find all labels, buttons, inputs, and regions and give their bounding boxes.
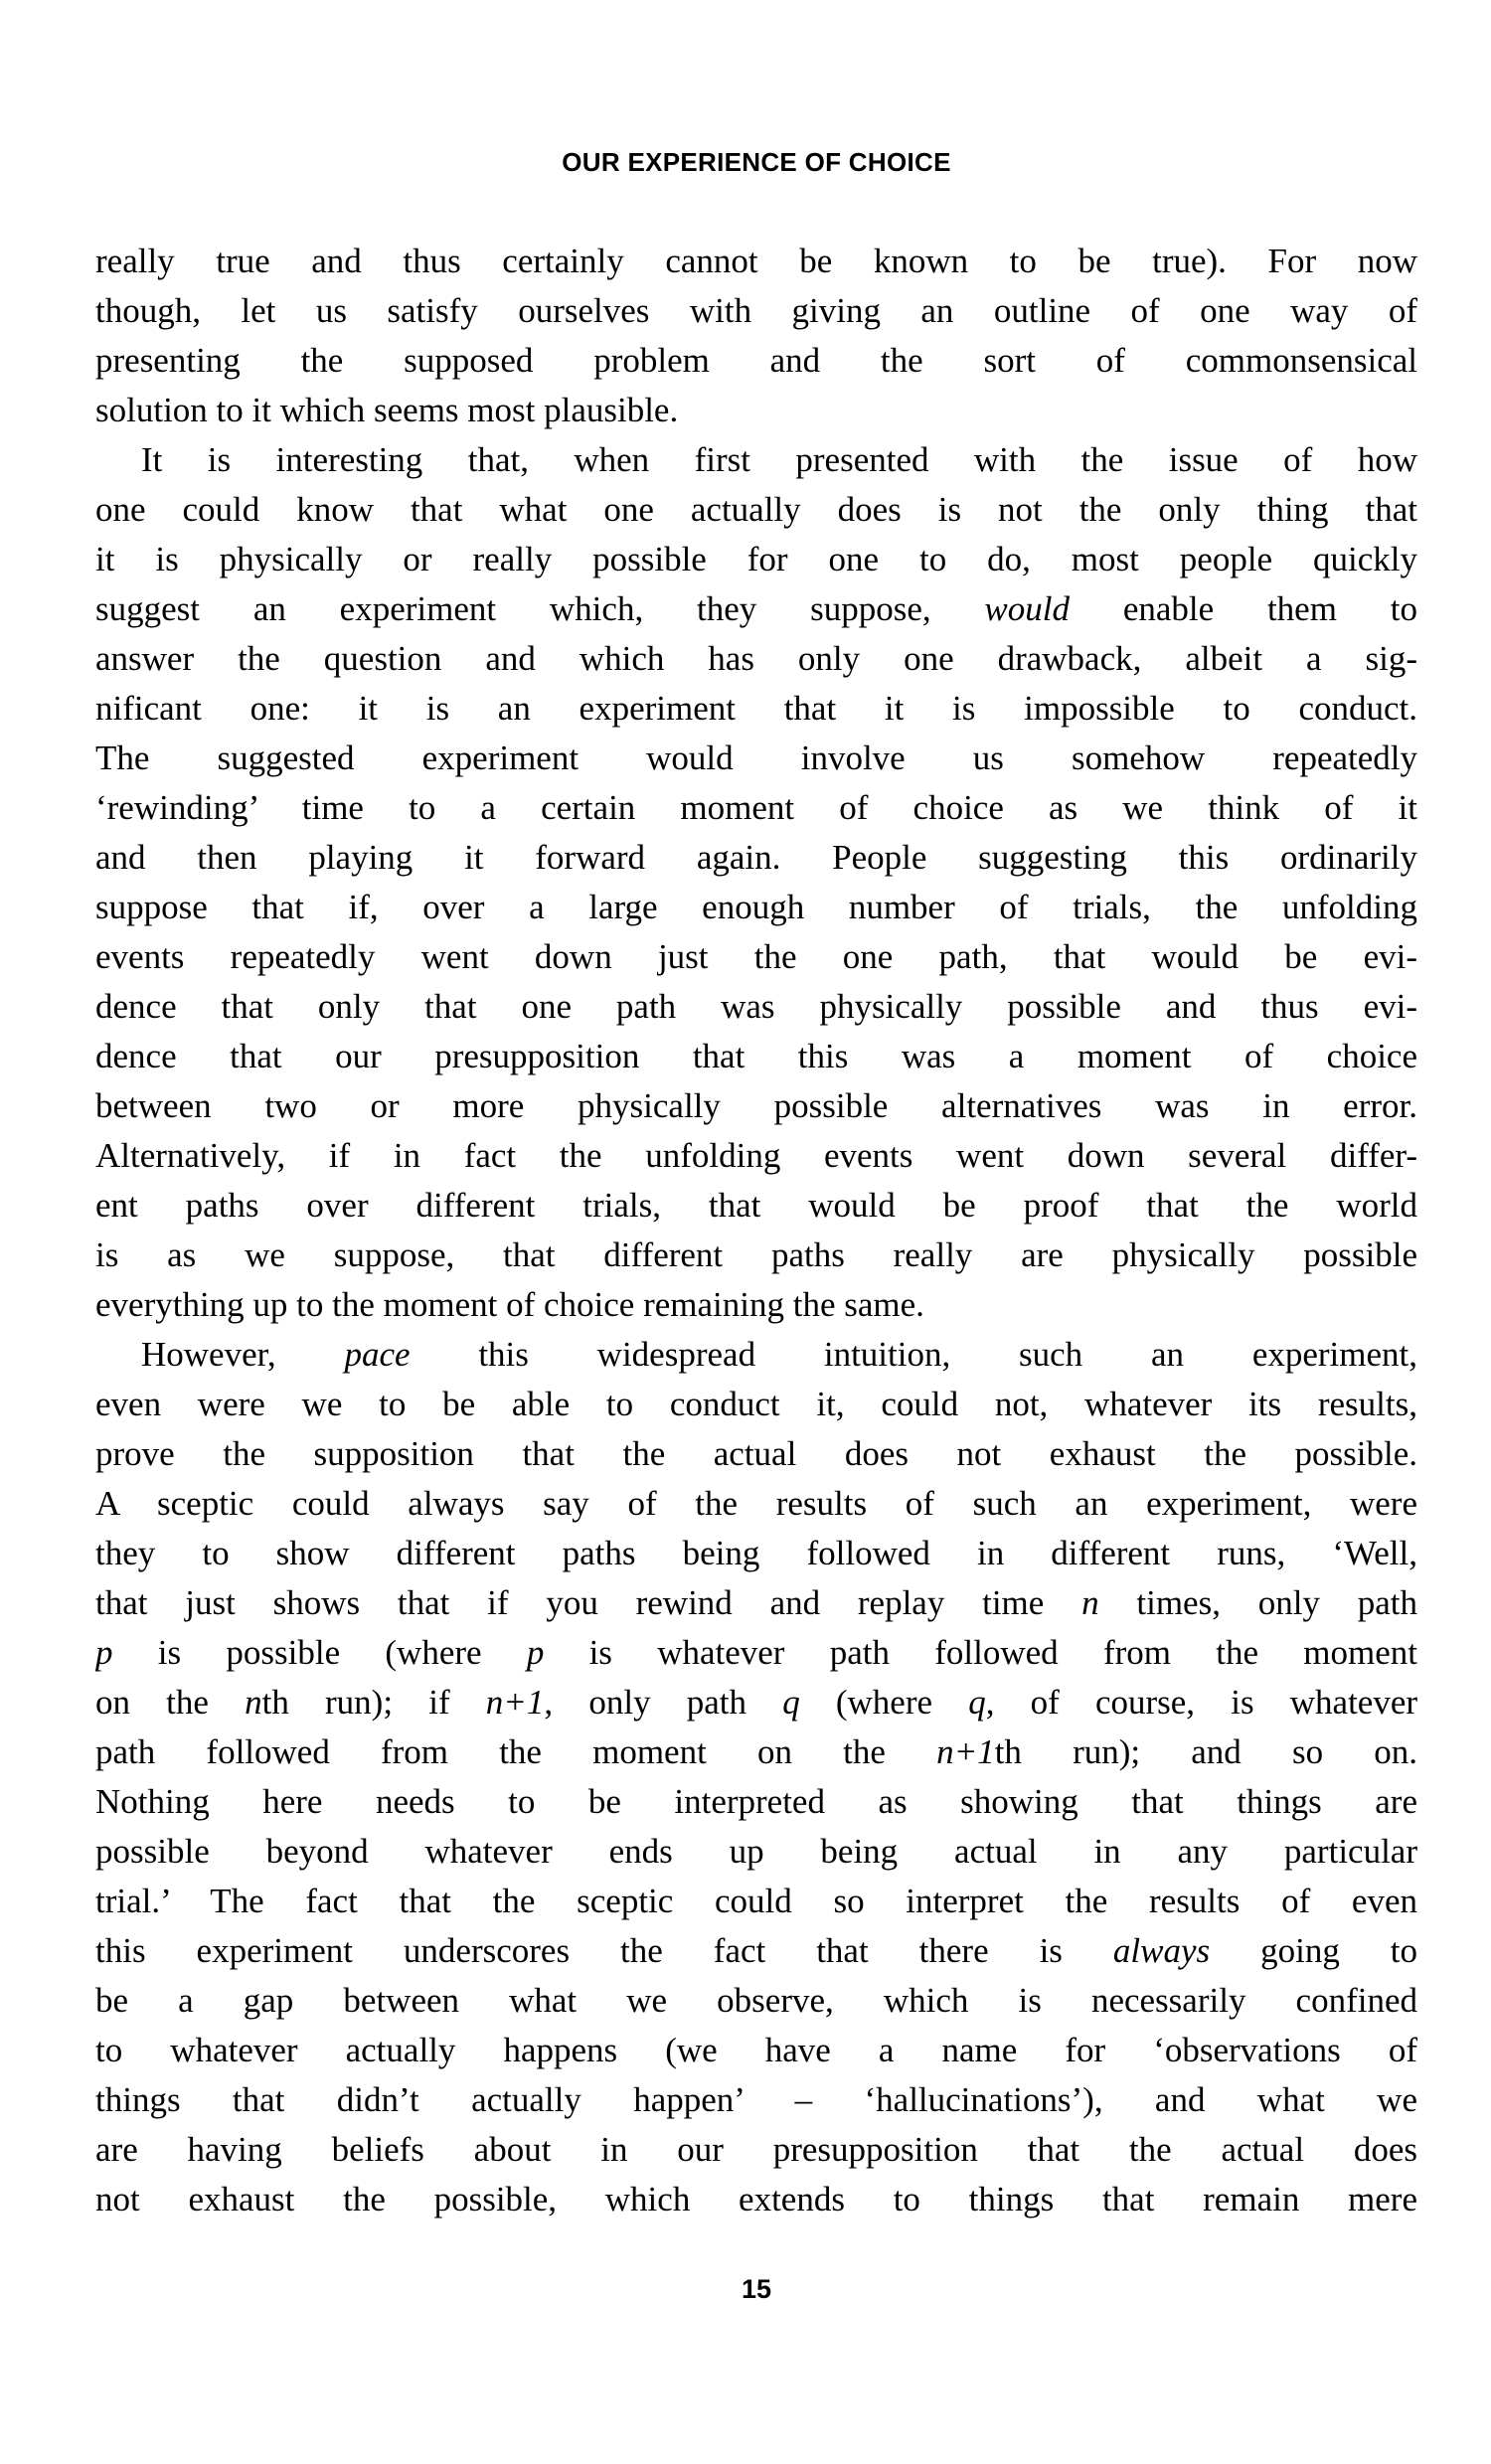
body-line: ‘rewinding’ time to a certain moment of choice as we think of it bbox=[95, 788, 1417, 827]
body-line: solution to it which seems most plausible. bbox=[95, 391, 679, 429]
body-line: However, pace this widespread intuition, such an experiment, bbox=[141, 1335, 1417, 1374]
body-line: ent paths over different trials, that would be proof that the world bbox=[95, 1186, 1417, 1225]
running-header: OUR EXPERIENCE OF CHOICE bbox=[562, 147, 951, 177]
body-line: nificant one: it is an experiment that it is impossible to conduct. bbox=[95, 689, 1417, 728]
body-line: is as we suppose, that different paths really are physically possible bbox=[95, 1235, 1417, 1274]
body-line: It is interesting that, when first presented with the issue of how bbox=[141, 440, 1417, 479]
body-line: really true and thus certainly cannot be known to be true). For now bbox=[95, 242, 1417, 280]
body-line: it is physically or really possible for one to do, most people quickly bbox=[95, 540, 1417, 578]
body-line: Alternatively, if in fact the unfolding events went down several differ- bbox=[95, 1136, 1417, 1175]
body-line: prove the supposition that the actual does not exhaust the possible. bbox=[95, 1434, 1417, 1473]
body-line: suggest an experiment which, they suppose, would enable them to bbox=[95, 589, 1417, 628]
body-line: The suggested experiment would involve us somehow repeatedly bbox=[95, 739, 1417, 777]
body-line: trial.’ The fact that the sceptic could so interpret the results of even bbox=[95, 1882, 1417, 1920]
body-line: p is possible (where p is whatever path followed from the moment bbox=[95, 1633, 1417, 1672]
body-line: and then playing it forward again. People suggesting this ordinarily bbox=[95, 838, 1417, 877]
body-line: this experiment underscores the fact that there is always going to bbox=[95, 1931, 1417, 1970]
body-line: suppose that if, over a large enough number of trials, the unfolding bbox=[95, 888, 1417, 926]
body-line: not exhaust the possible, which extends to things that remain mere bbox=[95, 2180, 1417, 2218]
body-line: events repeatedly went down just the one path, that would be evi- bbox=[95, 937, 1417, 976]
body-line: dence that our presupposition that this was a moment of choice bbox=[95, 1037, 1417, 1075]
body-line: be a gap between what we observe, which is necessarily confined bbox=[95, 1981, 1417, 2020]
body-line: answer the question and which has only one drawback, albeit a sig- bbox=[95, 639, 1417, 678]
body-line: one could know that what one actually does is not the only thing that bbox=[95, 490, 1417, 529]
body-text bbox=[95, 237, 1417, 2224]
body-line: everything up to the moment of choice remaining the same. bbox=[95, 1285, 924, 1324]
body-line: they to show different paths being followed in different runs, ‘Well, bbox=[95, 1534, 1417, 1572]
body-line: are having beliefs about in our presupposition that the actual does bbox=[95, 2130, 1417, 2169]
body-line: on the nth run); if n+1, only path q (where q, of course, is whatever bbox=[95, 1683, 1417, 1722]
page-number: 15 bbox=[741, 2274, 772, 2304]
body-line: Nothing here needs to be interpreted as showing that things are bbox=[95, 1782, 1417, 1821]
body-line: between two or more physically possible alternatives was in error. bbox=[95, 1086, 1417, 1125]
body-line: though, let us satisfy ourselves with giving an outline of one way of bbox=[95, 291, 1417, 330]
body-line: dence that only that one path was physically possible and thus evi- bbox=[95, 987, 1417, 1026]
body-line: A sceptic could always say of the results of such an experiment, were bbox=[95, 1484, 1417, 1523]
body-line: path followed from the moment on the n+1th run); and so on. bbox=[95, 1732, 1417, 1771]
body-line: to whatever actually happens (we have a name for ‘observations of bbox=[95, 2031, 1417, 2069]
body-line: possible beyond whatever ends up being actual in any particular bbox=[95, 1832, 1417, 1871]
body-line: that just shows that if you rewind and replay time n times, only path bbox=[95, 1583, 1417, 1622]
body-line: presenting the supposed problem and the sort of commonsensical bbox=[95, 341, 1417, 380]
body-line: things that didn’t actually happen’ – ‘hallucinations’), and what we bbox=[95, 2080, 1417, 2119]
body-line: even were we to be able to conduct it, could not, whatever its results, bbox=[95, 1385, 1417, 1423]
